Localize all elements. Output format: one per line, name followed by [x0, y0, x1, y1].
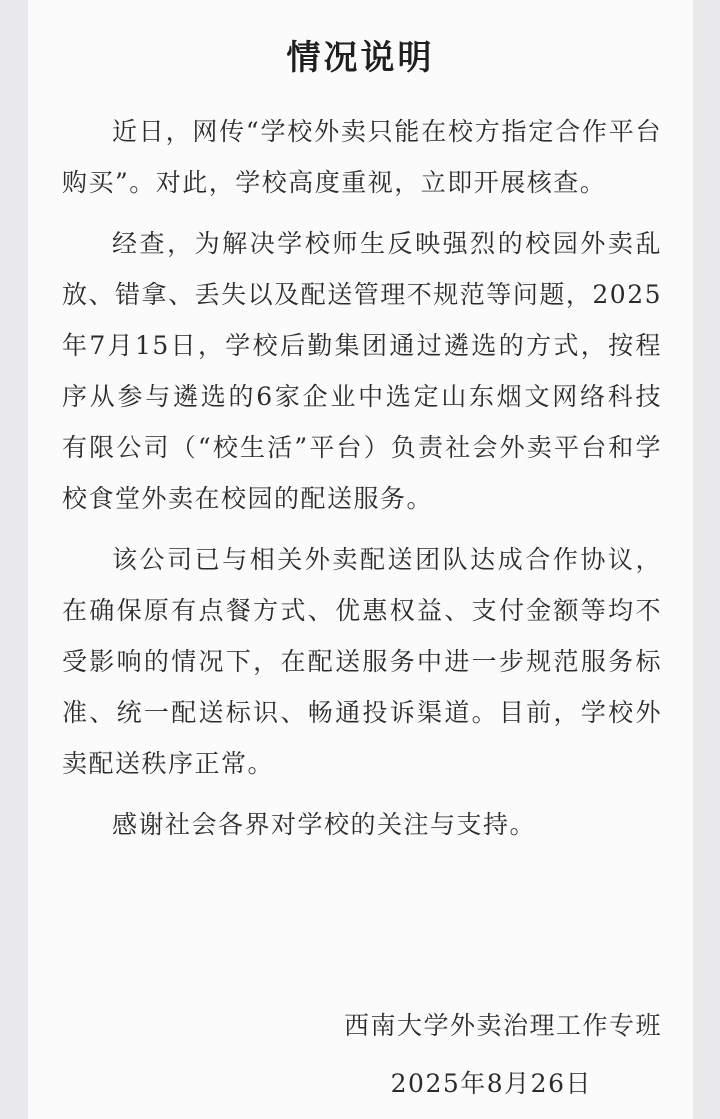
signature-organization: 西南大学外卖治理工作专班	[343, 1011, 662, 1040]
document-page	[28, 0, 693, 1119]
document-body	[62, 106, 662, 860]
signature-date: 2025年8月26日	[390, 1069, 592, 1098]
paragraph-rumor: 近日，网传“学校外卖只能在校方指定合作平台购买”。对此，学校高度重视，立即开展核查。	[62, 117, 662, 197]
paragraph-cooperation: 该公司已与相关外卖配送团队达成合作协议，在确保原有点餐方式、优惠权益、支付金额等均不受影响的情况下，在配送服务中进一步规范服务标准、统一配送标识、畅通投诉渠道。目前，学校外卖配送秩序正常。	[62, 545, 662, 778]
paragraph-investigation: 经查，为解决学校师生反映强烈的校园外卖乱放、错拿、丢失以及配送管理不规范等问题，2025年7月15日，学校后勤集团通过遴选的方式，按程序从参与遴选的6家企业中选定山东烟文网络科技有限公司（“校生活”平台）负责社会外卖平台和学校食堂外卖在校园的配送服务。	[62, 229, 662, 513]
paragraph-thanks: 感谢社会各界对学校的关注与支持。	[112, 810, 537, 839]
document-title: 情况说明	[286, 38, 435, 78]
